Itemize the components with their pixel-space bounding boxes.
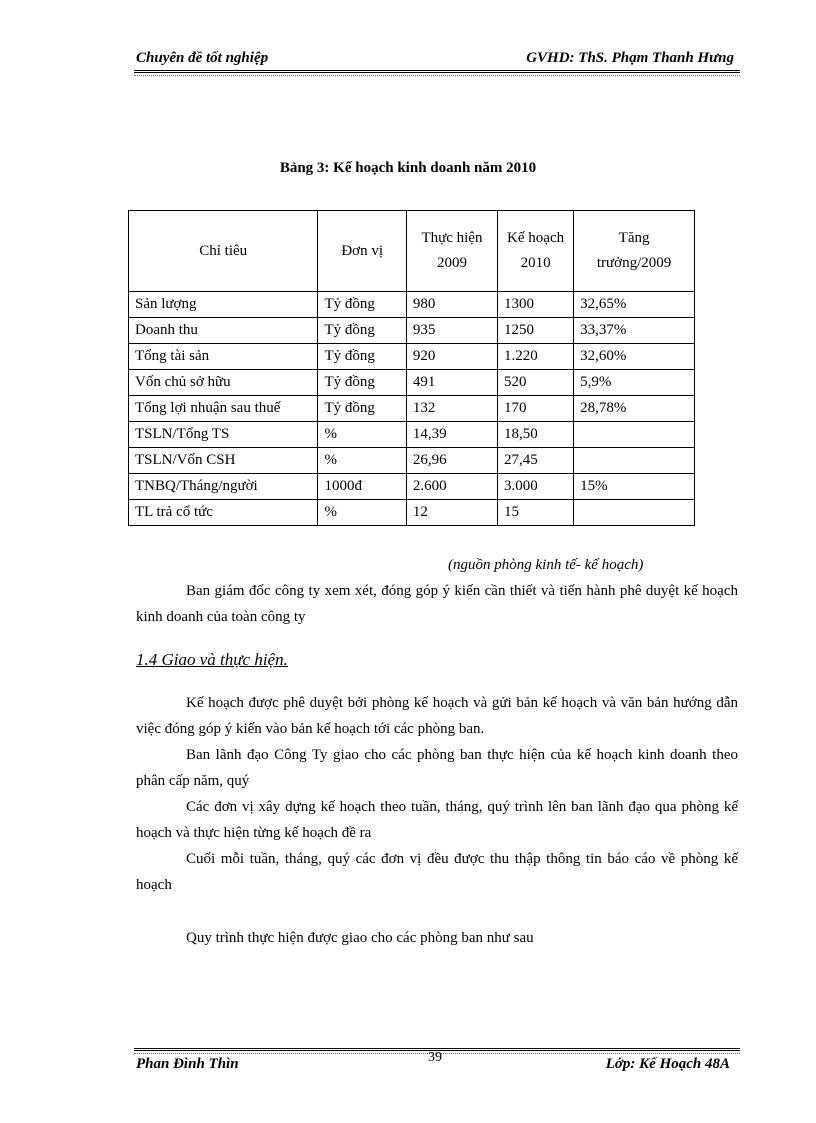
table-cell: 28,78% bbox=[574, 396, 695, 422]
table-cell: Tỷ đồng bbox=[318, 370, 406, 396]
table-cell bbox=[574, 448, 695, 474]
table-cell: % bbox=[318, 448, 406, 474]
table-cell: Tỷ đồng bbox=[318, 344, 406, 370]
table-cell: 132 bbox=[406, 396, 497, 422]
paragraph: Quy trình thực hiện được giao cho các phòng ban như sau bbox=[186, 930, 534, 946]
table-cell: 26,96 bbox=[406, 448, 497, 474]
table-row bbox=[129, 396, 695, 422]
table-cell: 15 bbox=[497, 500, 573, 526]
table-cell: Tỷ đồng bbox=[318, 292, 406, 318]
table-row bbox=[129, 370, 695, 396]
table-cell: Tỷ đồng bbox=[318, 396, 406, 422]
table-cell: 32,60% bbox=[574, 344, 695, 370]
table-cell: 980 bbox=[406, 292, 497, 318]
paragraph: Ban lãnh đạo Công Ty giao cho các phòng ban thực hiện của kế hoạch kinh doanh theo phân cấp năm, quý bbox=[136, 747, 738, 789]
paragraph: Ban giám đốc công ty xem xét, đóng góp ý kiến cần thiết và tiến hành phê duyệt kế hoạch kinh doanh của toàn công ty bbox=[136, 583, 738, 625]
table-row bbox=[129, 448, 695, 474]
footer-class: Lớp: Kế Hoạch 48A bbox=[605, 1056, 730, 1072]
table-row bbox=[129, 292, 695, 318]
table-cell: 491 bbox=[406, 370, 497, 396]
table-cell: 12 bbox=[406, 500, 497, 526]
table-title: Bảng 3: Kế hoạch kinh doanh năm 2010 bbox=[279, 160, 537, 176]
header-rule-dotted bbox=[134, 75, 740, 76]
table-cell: 27,45 bbox=[497, 448, 573, 474]
table-cell: Tỷ đồng bbox=[318, 318, 406, 344]
paragraph: Các đơn vị xây dựng kế hoạch theo tuần, tháng, quý trình lên ban lãnh đạo qua phòng kế hoạch và thực hiện từng kế hoạch đề ra bbox=[136, 799, 738, 841]
table-cell bbox=[574, 422, 695, 448]
table-cell: 1000đ bbox=[318, 474, 406, 500]
table-header-row bbox=[129, 211, 695, 292]
table-row bbox=[129, 422, 695, 448]
table-cell: 1.220 bbox=[497, 344, 573, 370]
header-title: Chuyên đề tốt nghiệp bbox=[136, 50, 269, 66]
table-cell: TNBQ/Tháng/người bbox=[129, 474, 318, 500]
table-cell: 5,9% bbox=[574, 370, 695, 396]
table-row bbox=[129, 344, 695, 370]
table-row bbox=[129, 318, 695, 344]
table-cell: Tổng tài sản bbox=[129, 344, 318, 370]
table-cell: 935 bbox=[406, 318, 497, 344]
table-cell: TL trả cổ tức bbox=[129, 500, 318, 526]
section-heading: 1.4 Giao và thực hiện. bbox=[136, 650, 288, 669]
table-cell: Vốn chủ sở hữu bbox=[129, 370, 318, 396]
footer-author: Phan Đình Thìn bbox=[136, 1056, 239, 1072]
header-advisor: GVHD: ThS. Phạm Thanh Hưng bbox=[526, 50, 734, 66]
table-cell: 15% bbox=[574, 474, 695, 500]
table-row bbox=[129, 474, 695, 500]
table-cell: Doanh thu bbox=[129, 318, 318, 344]
column-header: Thực hiện 2009 bbox=[406, 211, 497, 292]
table-cell: 920 bbox=[406, 344, 497, 370]
table-source: (nguồn phòng kinh tế- kế hoạch) bbox=[448, 557, 644, 573]
table-cell: 14,39 bbox=[406, 422, 497, 448]
table-cell: Tổng lợi nhuận sau thuế bbox=[129, 396, 318, 422]
table-row bbox=[129, 500, 695, 526]
table-cell: 170 bbox=[497, 396, 573, 422]
business-plan-table bbox=[128, 210, 695, 526]
table-cell: % bbox=[318, 500, 406, 526]
page-number: 39 bbox=[428, 1050, 442, 1065]
column-header: Chỉ tiêu bbox=[129, 211, 318, 292]
column-header: Đơn vị bbox=[318, 211, 406, 292]
column-header: Kế hoạch 2010 bbox=[497, 211, 573, 292]
table-cell: TSLN/Tổng TS bbox=[129, 422, 318, 448]
table-cell: 33,37% bbox=[574, 318, 695, 344]
paragraph: Kế hoạch được phê duyệt bởi phòng kế hoạch và gửi bản kế hoạch và văn bản hướng dẫn việc đóng góp ý kiến vào bản kế hoạch tới các phòng ban. bbox=[136, 695, 738, 737]
table-cell bbox=[574, 500, 695, 526]
table-cell: Sản lượng bbox=[129, 292, 318, 318]
table-cell: 3.000 bbox=[497, 474, 573, 500]
table-cell: 18,50 bbox=[497, 422, 573, 448]
table-cell: TSLN/Vốn CSH bbox=[129, 448, 318, 474]
table-cell: 520 bbox=[497, 370, 573, 396]
paragraph: Cuối mỗi tuần, tháng, quý các đơn vị đều được thu thập thông tin báo cáo về phòng kế hoạch bbox=[136, 851, 738, 893]
table-cell: 2.600 bbox=[406, 474, 497, 500]
header-rule bbox=[134, 70, 740, 73]
table-cell: 1250 bbox=[497, 318, 573, 344]
table-cell: % bbox=[318, 422, 406, 448]
column-header: Tăng trưởng/2009 bbox=[574, 211, 695, 292]
table-cell: 1300 bbox=[497, 292, 573, 318]
table-cell: 32,65% bbox=[574, 292, 695, 318]
